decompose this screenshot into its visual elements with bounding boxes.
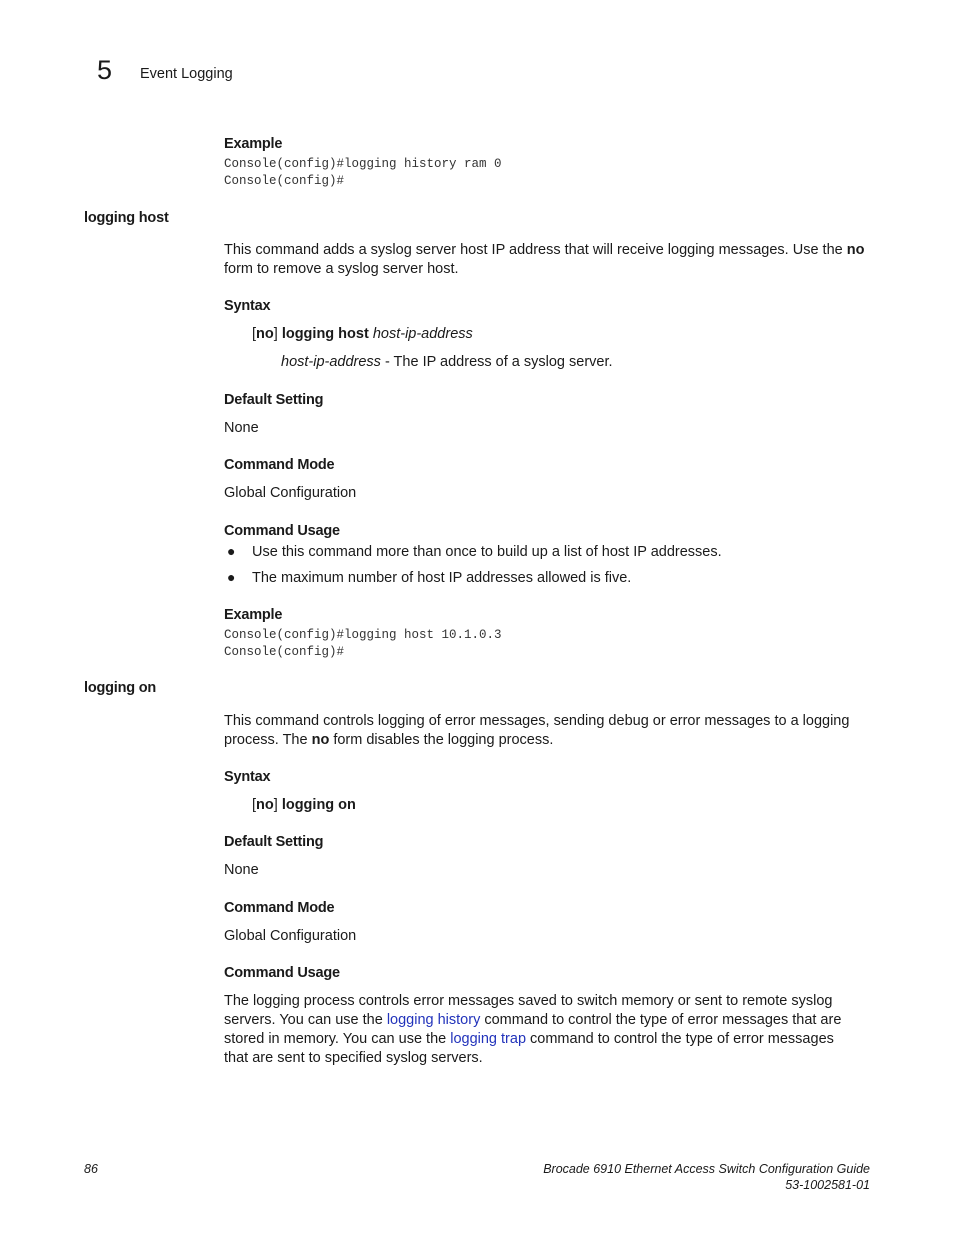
bullet-icon: ● xyxy=(227,543,236,559)
link-logging-history[interactable]: logging history xyxy=(386,1012,481,1028)
keyword-no: no xyxy=(256,797,274,813)
command-mode-heading: Command Mode xyxy=(224,457,335,473)
syntax-line xyxy=(252,325,473,344)
command-mode-value: Global Configuration xyxy=(224,485,357,501)
command-mode-value: Global Configuration xyxy=(224,928,357,944)
usage-text: servers. You can use the xyxy=(224,1012,387,1028)
usage-text: command to control the type of error messages that are xyxy=(480,1012,842,1028)
syntax-line xyxy=(252,796,356,815)
desc-text: This command adds a syslog server host IP address that will receive logging messages. Use the xyxy=(224,242,847,258)
example-heading: Example xyxy=(224,136,283,152)
bracket: [ xyxy=(252,797,257,813)
link-logging-trap[interactable]: logging trap xyxy=(450,1031,527,1047)
command-description xyxy=(224,241,874,279)
code-block xyxy=(224,156,502,190)
command-usage-text xyxy=(224,992,874,1068)
page-number: 86 xyxy=(84,1162,98,1176)
command-title-logging-on: logging on xyxy=(84,680,157,696)
command-title-logging-host: logging host xyxy=(84,210,169,226)
bracket: ] xyxy=(273,797,282,813)
usage-bullet: The maximum number of host IP addresses allowed is five. xyxy=(252,570,632,586)
usage-bullet: Use this command more than once to build up a list of host IP addresses. xyxy=(252,544,722,560)
keyword-no: no xyxy=(311,732,330,748)
guide-title: Brocade 6910 Ethernet Access Switch Configuration Guide xyxy=(543,1162,870,1176)
bullet-icon: ● xyxy=(227,569,236,585)
parameter-text: - The IP address of a syslog server. xyxy=(380,354,613,370)
syntax-command: logging on xyxy=(281,797,356,813)
keyword-no: no xyxy=(256,326,274,342)
syntax-heading: Syntax xyxy=(224,769,271,785)
command-mode-heading: Command Mode xyxy=(224,900,335,916)
desc-text: form to remove a syslog server host. xyxy=(224,261,459,277)
desc-text: process. The xyxy=(224,732,312,748)
code-line: Console(config)#logging host 10.1.0.3 xyxy=(224,628,502,642)
default-setting-value: None xyxy=(224,420,259,436)
usage-text: The logging process controls error messages saved to switch memory or sent to remote syslog xyxy=(224,993,833,1009)
default-setting-heading: Default Setting xyxy=(224,834,324,850)
parameter-description xyxy=(281,353,613,372)
command-usage-heading: Command Usage xyxy=(224,523,340,539)
default-setting-value: None xyxy=(224,862,259,878)
desc-text: form disables the logging process. xyxy=(329,732,554,748)
code-line: Console(config)#logging history ram 0 xyxy=(224,157,502,171)
keyword-no: no xyxy=(846,242,865,258)
chapter-title: Event Logging xyxy=(140,66,233,82)
desc-text: This command controls logging of error messages, sending debug or error messages to a logging xyxy=(224,713,850,729)
chapter-number: 5 xyxy=(97,55,113,85)
syntax-heading: Syntax xyxy=(224,298,271,314)
code-line: Console(config)# xyxy=(224,645,345,659)
code-line: Console(config)# xyxy=(224,174,345,188)
bracket: [ xyxy=(252,326,257,342)
document-number: 53-1002581-01 xyxy=(785,1178,870,1192)
command-description xyxy=(224,712,874,750)
parameter-name: host-ip-address xyxy=(281,354,381,370)
usage-text: command to control the type of error messages xyxy=(526,1031,834,1047)
syntax-parameter: host-ip-address xyxy=(372,326,473,342)
command-usage-heading: Command Usage xyxy=(224,965,340,981)
code-block xyxy=(224,627,502,661)
usage-text: stored in memory. You can use the xyxy=(224,1031,451,1047)
bracket: ] xyxy=(273,326,282,342)
default-setting-heading: Default Setting xyxy=(224,392,324,408)
usage-text: that are sent to specified syslog servers. xyxy=(224,1050,483,1066)
syntax-command: logging host xyxy=(281,326,369,342)
example-heading: Example xyxy=(224,607,283,623)
